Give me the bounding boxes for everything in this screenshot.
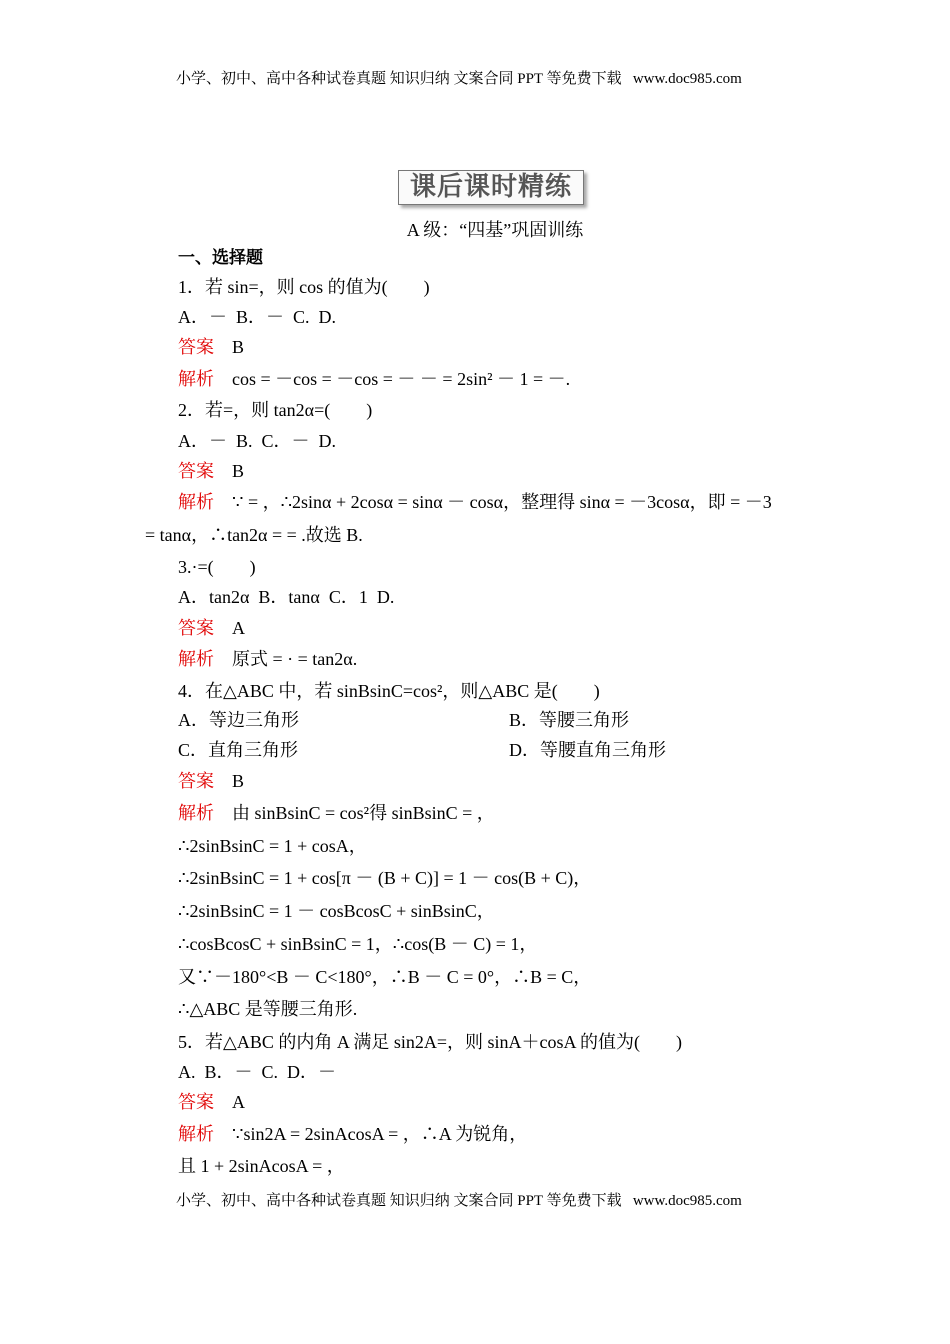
question-1-stem: 1．若 sin=，则 cos 的值为( ) (178, 277, 430, 297)
analysis-text: cos = －cos = －cos = － － = 2sin² － 1 = －. (232, 369, 571, 389)
answer-label: 答案 (178, 1092, 214, 1112)
question-4-option-d: D．等腰直角三角形 (509, 740, 666, 760)
question-3-stem: 3.·=( ) (178, 557, 256, 577)
answer-label: 答案 (178, 771, 214, 791)
analysis-text: ∵sin2A = 2sinAcosA = ，∴A 为锐角， (232, 1124, 528, 1144)
analysis-step: ∴2sinBsinC = 1 + cosA， (178, 836, 367, 856)
analysis-text: 原式 = · = tan2α. (232, 649, 358, 669)
question-5-analysis (178, 1123, 527, 1145)
answer-value: B (232, 771, 245, 791)
question-4-option-c: C．直角三角形 (178, 740, 299, 760)
analysis-step: ∴cosBcosC + sinBsinC = 1，∴cos(B － C) = 1， (178, 934, 538, 954)
question-1-options: A．－ B．－ C. D. (178, 307, 337, 327)
answer-label: 答案 (178, 618, 214, 638)
question-4-analysis (178, 802, 495, 824)
answer-label: 答案 (178, 337, 214, 357)
answer-value: A (232, 618, 245, 638)
page-header: 小学、初中、高中各种试卷真题 知识归纳 文案合同 PPT 等免费下载 www.doc985.com (176, 71, 742, 87)
question-4-stem: 4．在△ABC 中，若 sinBsinC=cos²，则△ABC 是( ) (178, 681, 600, 701)
analysis-label: 解析 (178, 803, 214, 823)
answer-value: A (232, 1092, 245, 1112)
question-1-answer (178, 336, 244, 358)
question-4-answer (178, 770, 244, 792)
subtitle: A 级：“四基”巩固训练 (406, 220, 584, 240)
analysis-label: 解析 (178, 492, 214, 512)
analysis-label: 解析 (178, 369, 214, 389)
question-2-analysis-cont: = tanα，∴tan2α = = .故选 B. (145, 525, 363, 545)
question-5-options: A. B．－ C. D．－ (178, 1062, 337, 1082)
question-2-stem: 2．若=，则 tan2α=( ) (178, 400, 373, 420)
analysis-step: ∴2sinBsinC = 1 － cosBcosC + sinBsinC， (178, 901, 495, 921)
page-footer: 小学、初中、高中各种试卷真题 知识归纳 文案合同 PPT 等免费下载 www.doc985.com (176, 1193, 742, 1209)
question-2-options: A．－ B. C．－ D. (178, 431, 337, 451)
title-banner: 课后课时精练 (398, 170, 584, 205)
question-2-analysis (178, 491, 772, 513)
answer-value: B (232, 337, 245, 357)
answer-label: 答案 (178, 461, 214, 481)
analysis-label: 解析 (178, 1124, 214, 1144)
question-4-option-a: A．等边三角形 (178, 710, 299, 730)
question-5-answer (178, 1091, 245, 1113)
question-3-answer (178, 617, 245, 639)
analysis-step: ∴2sinBsinC = 1 + cos[π － (B + C)] = 1 － cos(B + C)， (178, 868, 592, 888)
analysis-text: 由 sinBsinC = cos²得 sinBsinC = ， (232, 803, 495, 823)
section-heading: 一、选择题 (178, 248, 263, 268)
question-3-options: A．tan2α B．tanα C．1 D. (178, 587, 395, 607)
question-4-option-b: B．等腰三角形 (509, 710, 630, 730)
analysis-text: ∵ = ，∴2sinα + 2cosα = sinα － cosα，整理得 sinα = －3cosα，即 = －3 (232, 492, 772, 512)
analysis-step: 且 1 + 2sinAcosA = ， (178, 1156, 345, 1176)
answer-value: B (232, 461, 245, 481)
question-3-analysis (178, 648, 357, 670)
analysis-step: 又∵－180°<B － C<180°，∴B － C = 0°，∴B = C， (178, 967, 592, 987)
analysis-label: 解析 (178, 649, 214, 669)
question-2-answer (178, 460, 244, 482)
question-1-analysis (178, 368, 570, 390)
question-5-stem: 5．若△ABC 的内角 A 满足 sin2A=，则 sinA＋cosA 的值为( ) (178, 1032, 683, 1052)
analysis-step: ∴△ABC 是等腰三角形. (178, 999, 358, 1019)
